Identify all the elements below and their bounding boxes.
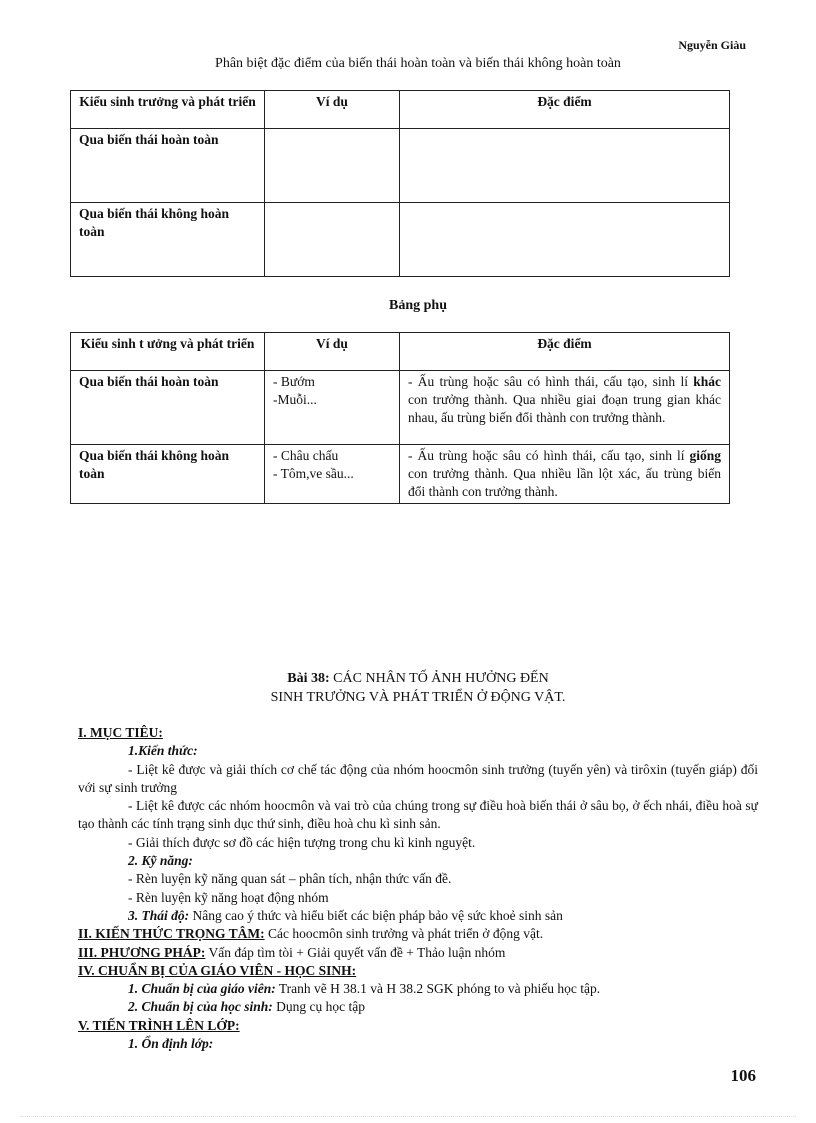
- header-cell: Đặc điểm: [400, 91, 730, 129]
- section-heading: V. TIẾN TRÌNH LÊN LỚP:: [78, 1017, 240, 1033]
- subsection-heading: 2. Kỹ năng:: [128, 853, 193, 869]
- header-cell: Kiểu sinh trưởng và phát triển: [71, 91, 265, 129]
- table-row: [71, 445, 730, 504]
- feature-cell: [400, 203, 730, 277]
- paragraph: Nâng cao ý thức và hiểu biết các biện pháp bảo vệ sức khoẻ sinh sản: [189, 907, 563, 923]
- section-heading: I. MỤC TIÊU:: [78, 725, 163, 740]
- feature-text: con trưởng thành. Qua nhiều lần lột xác, ấu trùng biến đổi thành con trưởng thành.: [408, 466, 721, 499]
- paragraph: Tranh vẽ H 38.1 và H 38.2 SGK phóng to và phiếu học tập.: [275, 981, 601, 997]
- type-cell: Qua biến thái không hoàn toàn: [71, 445, 265, 504]
- paragraph: - Rèn luyện kỹ năng hoạt động nhóm: [128, 889, 329, 905]
- subsection-heading: 3. Thái độ:: [128, 907, 190, 923]
- feature-keyword: khác: [693, 374, 721, 389]
- feature-cell: [400, 129, 730, 203]
- table-row: [71, 129, 730, 203]
- paragraph: Các hoocmôn sinh trưởng và phát triển ở động vật.: [264, 926, 544, 942]
- feature-text: - Ấu trùng hoặc sâu có hình thái, cấu tạo, sinh lí: [408, 374, 694, 389]
- paragraph: - Liệt kê được các nhóm hoocmôn và vai trò của chúng trong sự điều hoà biến thái ở sâu bọ, ở ếch nhái, điều hoà sự tạo thành các tính trạng sinh dục thứ sinh, điều hoà chu kì sinh sản.: [78, 798, 758, 832]
- example-cell: [265, 371, 400, 445]
- paragraph: - Rèn luyện kỹ năng quan sát – phân tích, nhận thức vấn đề.: [128, 871, 452, 887]
- table-header-row: [71, 91, 730, 129]
- example-cell: [265, 445, 400, 504]
- comparison-table-empty: [70, 90, 730, 277]
- page-number: 106: [730, 1066, 756, 1085]
- section-heading: III. PHƯƠNG PHÁP:: [78, 944, 206, 960]
- type-cell: Qua biến thái hoàn toàn: [71, 371, 265, 445]
- subsection-heading: 1. Chuẩn bị của giáo viên:: [128, 981, 276, 997]
- header-cell: Đặc điểm: [400, 333, 730, 371]
- example-line: - Châu chấu: [273, 448, 339, 463]
- paragraph: Dụng cụ học tập: [272, 999, 366, 1015]
- paragraph: - Liệt kê được và giải thích cơ chế tác động của nhóm hoocmôn sinh trưởng (tuyến yên) và tirôxin (tuyến giáp) đối với sự sinh trưởng: [78, 761, 758, 795]
- paragraph: Vấn đáp tìm tòi + Giải quyết vấn đề + Thảo luận nhóm: [205, 944, 506, 960]
- example-line: -Muỗi...: [273, 392, 317, 407]
- subsection-heading: 1. Ổn định lớp:: [128, 1036, 214, 1052]
- author-name: Nguyễn Giàu: [678, 38, 746, 52]
- example-cell: [265, 129, 400, 203]
- lesson-title-line2: SINH TRƯỞNG VÀ PHÁT TRIỂN Ở ĐỘNG VẬT.: [270, 690, 566, 705]
- header-cell: Ví dụ: [265, 91, 400, 129]
- feature-keyword: giống: [689, 448, 721, 463]
- feature-text: - Ấu trùng hoặc sâu có hình thái, cấu tạo, sinh lí: [408, 448, 690, 463]
- feature-cell: [400, 371, 730, 445]
- page-divider: [20, 1116, 796, 1117]
- table-header-row: [71, 333, 730, 371]
- section-heading: IV. CHUẨN BỊ CỦA GIÁO VIÊN - HỌC SINH:: [78, 962, 357, 978]
- subsection-heading: 1.Kiến thức:: [128, 743, 198, 759]
- lesson-label: Bài 38:: [287, 671, 330, 686]
- feature-cell: [400, 445, 730, 504]
- paragraph: - Giải thích được sơ đồ các hiện tượng trong chu kì kinh nguyệt.: [128, 834, 476, 850]
- table-row: [71, 203, 730, 277]
- lesson-body: [78, 724, 758, 1053]
- example-line: - Tôm,ve sầu...: [273, 466, 354, 481]
- header-cell: Ví dụ: [265, 333, 400, 371]
- feature-text: con trưởng thành. Qua nhiều giai đoạn trung gian khác nhau, ấu trùng biến đổi thành con trưởng thành.: [408, 392, 721, 425]
- header-cell: Kiểu sinh t ưởng và phát triển: [71, 333, 265, 371]
- table2-caption: Bảng phụ: [389, 298, 447, 313]
- example-cell: [265, 203, 400, 277]
- comparison-table-filled: [70, 332, 730, 504]
- type-cell: Qua biến thái không hoàn toàn: [71, 203, 265, 277]
- section-heading: II. KIẾN THỨC TRỌNG TÂM:: [78, 926, 265, 942]
- lesson-title: [0, 669, 816, 707]
- subsection-heading: 2. Chuẩn bị của học sinh:: [128, 999, 273, 1015]
- type-cell: Qua biến thái hoàn toàn: [71, 129, 265, 203]
- example-line: - Bướm: [273, 374, 315, 389]
- table1-caption: Phân biệt đặc điểm của biến thái hoàn toàn và biến thái không hoàn toàn: [215, 56, 621, 71]
- lesson-title-line1: CÁC NHÂN TỐ ẢNH HƯỞNG ĐẾN: [329, 671, 549, 686]
- table-row: [71, 371, 730, 445]
